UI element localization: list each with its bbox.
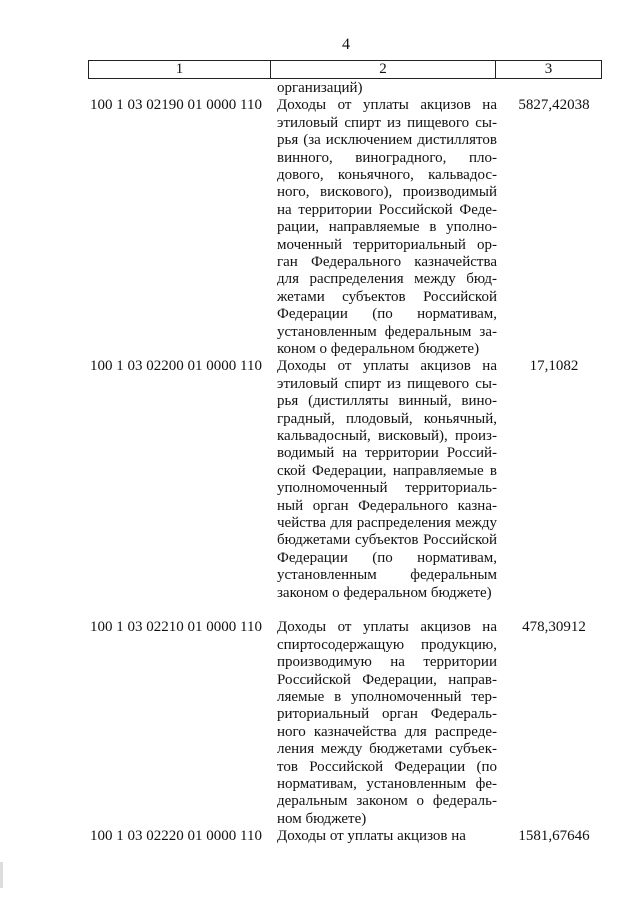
revenue-amount: 1581,67646 — [518, 828, 590, 845]
column-number-1: 1 — [89, 61, 271, 79]
budget-classification-code: 100 1 03 02210 01 0000 110 — [90, 619, 262, 636]
revenue-amount: 17,1082 — [529, 358, 579, 375]
revenue-description: Доходы от уплаты акцизов на этиловый спирт из пищевого сырья (дистилляты винный, виноградный, плодовый, коньячный, кальвадосный, висковый), производимый на территории Российской Федерации, направляемые в уполномоченный территориальный орган Федерального казначейства для распределения между бюджетами субъектов Российской Федерации (по нормативам, установленным федеральным законом о федеральном бюджете) — [277, 358, 497, 601]
column-header-table — [88, 60, 602, 79]
revenue-amount: 5827,42038 — [518, 97, 590, 114]
budget-classification-code: 100 1 03 02220 01 0000 110 — [90, 828, 262, 845]
budget-classification-code: 100 1 03 02190 01 0000 110 — [90, 97, 262, 114]
column-number-3: 3 — [496, 61, 602, 79]
revenue-description: Доходы от уплаты акцизов на этиловый спирт из пищевого сырья (за исключением дистиллятов винного, виноградного, плодового, коньячного, кальвадосного, вискового), производимый на территории Российской Федерации, направляемые в уполномоченный территориальный орган Федерального казначейства для распределения между бюджетами субъектов Российской Федерации (по нормативам, установленным федеральным законом о федеральном бюджете) — [277, 97, 497, 358]
page-number: 4 — [342, 36, 350, 53]
scan-edge-mark — [0, 862, 3, 888]
budget-classification-code: 100 1 03 02200 01 0000 110 — [90, 358, 262, 375]
revenue-description: Доходы от уплаты акцизов на — [277, 828, 466, 845]
column-number-2: 2 — [271, 61, 496, 79]
revenue-description: Доходы от уплаты акцизов на спиртосодержащую продукцию, производимую на территории Российской Федерации, направляемые в уполномоченный территориальный орган Федерального казначейства для распределения между бюджетами субъектов Российской Федерации (по нормативам, установленным федеральным законом о федеральном бюджете) — [277, 619, 497, 827]
continued-description: организаций) — [277, 80, 363, 96]
revenue-amount: 478,30912 — [522, 619, 586, 636]
